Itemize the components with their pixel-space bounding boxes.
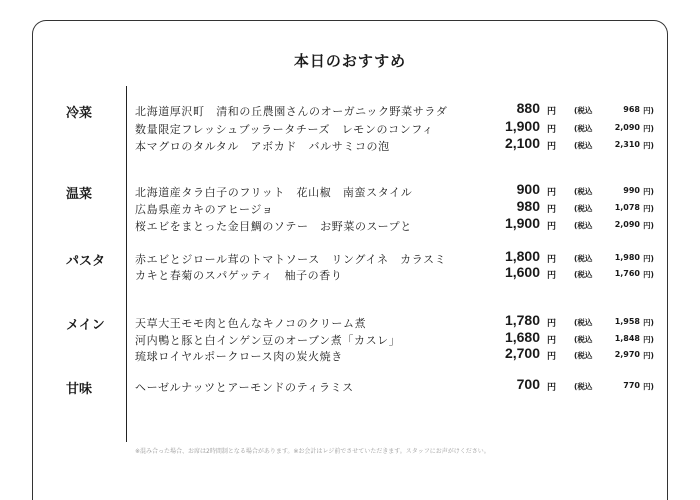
tax-yen-label: 円) bbox=[643, 221, 654, 230]
tax-amount: 1,980 bbox=[614, 253, 640, 262]
tax-label: (税込 bbox=[574, 351, 593, 360]
menu-item-price: 880 bbox=[516, 100, 540, 116]
menu-item-name: 琉球ロイヤルポークロース肉の炭火焼き bbox=[135, 350, 343, 363]
yen-label: 円 bbox=[547, 125, 557, 135]
tax-yen-label: 円) bbox=[643, 318, 654, 327]
tax-label: (税込 bbox=[574, 141, 593, 150]
tax-yen-label: 円) bbox=[643, 270, 654, 279]
tax-amount: 2,310 bbox=[614, 140, 640, 149]
tax-yen-label: 円) bbox=[643, 351, 654, 360]
tax-amount: 1,078 bbox=[614, 203, 640, 212]
yen-label: 円 bbox=[547, 188, 557, 198]
menu-item-price: 900 bbox=[516, 181, 540, 197]
menu-item-price: 1,800 bbox=[504, 248, 540, 264]
tax-label: (税込 bbox=[574, 204, 593, 213]
tax-amount: 1,760 bbox=[614, 269, 640, 278]
tax-amount: 968 bbox=[623, 105, 640, 114]
menu-item-name: 天草大王モモ肉と色んなキノコのクリーム煮 bbox=[135, 317, 367, 330]
menu-item-name: 北海道産タラ白子のフリット 花山椒 南蛮スタイル bbox=[135, 186, 413, 199]
page-title: 本日のおすすめ bbox=[293, 52, 407, 70]
footnote: ※混み合った場合、お席は2時間制となる場合があります。※お会計はレジ前でさせていただきます。スタッフにお声がけください。 bbox=[135, 448, 490, 455]
yen-label: 円 bbox=[547, 336, 557, 346]
tax-label: (税込 bbox=[574, 335, 593, 344]
yen-label: 円 bbox=[547, 271, 557, 281]
menu-item-name: 桜エビをまとった金目鯛のソテー お野菜のスープと bbox=[135, 220, 412, 233]
menu-item-price: 1,900 bbox=[504, 215, 540, 231]
menu-item-name: 数量限定フレッシュブッラータチーズ レモンのコンフィ bbox=[135, 123, 434, 136]
menu-item-price: 2,700 bbox=[504, 345, 540, 361]
tax-amount: 2,090 bbox=[614, 123, 640, 132]
tax-yen-label: 円) bbox=[643, 254, 654, 263]
menu-item-price: 2,100 bbox=[504, 135, 540, 151]
menu-item-price: 1,680 bbox=[504, 329, 540, 345]
yen-label: 円 bbox=[547, 319, 557, 329]
tax-amount: 1,848 bbox=[614, 334, 640, 343]
menu-item-name: 北海道厚沢町 清和の丘農園さんのオーガニック野菜サラダ bbox=[135, 105, 448, 118]
category-label: 甘味 bbox=[66, 382, 93, 397]
menu-item-name: 本マグロのタルタル アボカド バルサミコの泡 bbox=[135, 140, 390, 153]
tax-label: (税込 bbox=[574, 318, 593, 327]
tax-amount: 770 bbox=[623, 381, 640, 390]
category-label: パスタ bbox=[66, 254, 106, 269]
menu-item-price: 1,900 bbox=[504, 118, 540, 134]
tax-yen-label: 円) bbox=[643, 106, 654, 115]
menu-item-price: 1,600 bbox=[504, 264, 540, 280]
yen-label: 円 bbox=[547, 142, 557, 152]
tax-amount: 1,958 bbox=[614, 317, 640, 326]
tax-yen-label: 円) bbox=[643, 382, 654, 391]
yen-label: 円 bbox=[547, 352, 557, 362]
tax-yen-label: 円) bbox=[643, 335, 654, 344]
tax-label: (税込 bbox=[574, 221, 593, 230]
menu-item-name: カキと春菊のスパゲッティ 柚子の香り bbox=[135, 269, 343, 282]
menu-item-price: 700 bbox=[516, 376, 540, 392]
yen-label: 円 bbox=[547, 383, 557, 393]
tax-yen-label: 円) bbox=[643, 141, 654, 150]
menu-item-price: 980 bbox=[516, 198, 540, 214]
category-label: 温菜 bbox=[66, 187, 93, 202]
tax-label: (税込 bbox=[574, 254, 593, 263]
yen-label: 円 bbox=[547, 222, 557, 232]
tax-yen-label: 円) bbox=[643, 124, 654, 133]
tax-label: (税込 bbox=[574, 382, 593, 391]
yen-label: 円 bbox=[547, 255, 557, 265]
tax-yen-label: 円) bbox=[643, 187, 654, 196]
menu-item-name: 赤エビとジロール茸のトマトソース リングイネ カラスミ bbox=[135, 253, 447, 266]
category-label: メイン bbox=[66, 318, 105, 333]
yen-label: 円 bbox=[547, 107, 557, 117]
tax-label: (税込 bbox=[574, 270, 593, 279]
menu-item-price: 1,780 bbox=[504, 312, 540, 328]
tax-label: (税込 bbox=[574, 124, 593, 133]
category-label: 冷菜 bbox=[66, 106, 93, 121]
tax-label: (税込 bbox=[574, 106, 593, 115]
yen-label: 円 bbox=[547, 205, 557, 215]
tax-label: (税込 bbox=[574, 187, 593, 196]
menu-item-name: 広島県産カキのアヒージョ bbox=[135, 203, 274, 216]
tax-amount: 990 bbox=[623, 186, 640, 195]
menu-item-name: 河内鴨と豚と白インゲン豆のオーブン煮「カスレ」 bbox=[135, 334, 401, 347]
divider-line bbox=[126, 86, 127, 442]
menu-item-name: ヘーゼルナッツとアーモンドのティラミス bbox=[135, 381, 354, 394]
tax-amount: 2,970 bbox=[614, 350, 640, 359]
tax-amount: 2,090 bbox=[614, 220, 640, 229]
tax-yen-label: 円) bbox=[643, 204, 654, 213]
